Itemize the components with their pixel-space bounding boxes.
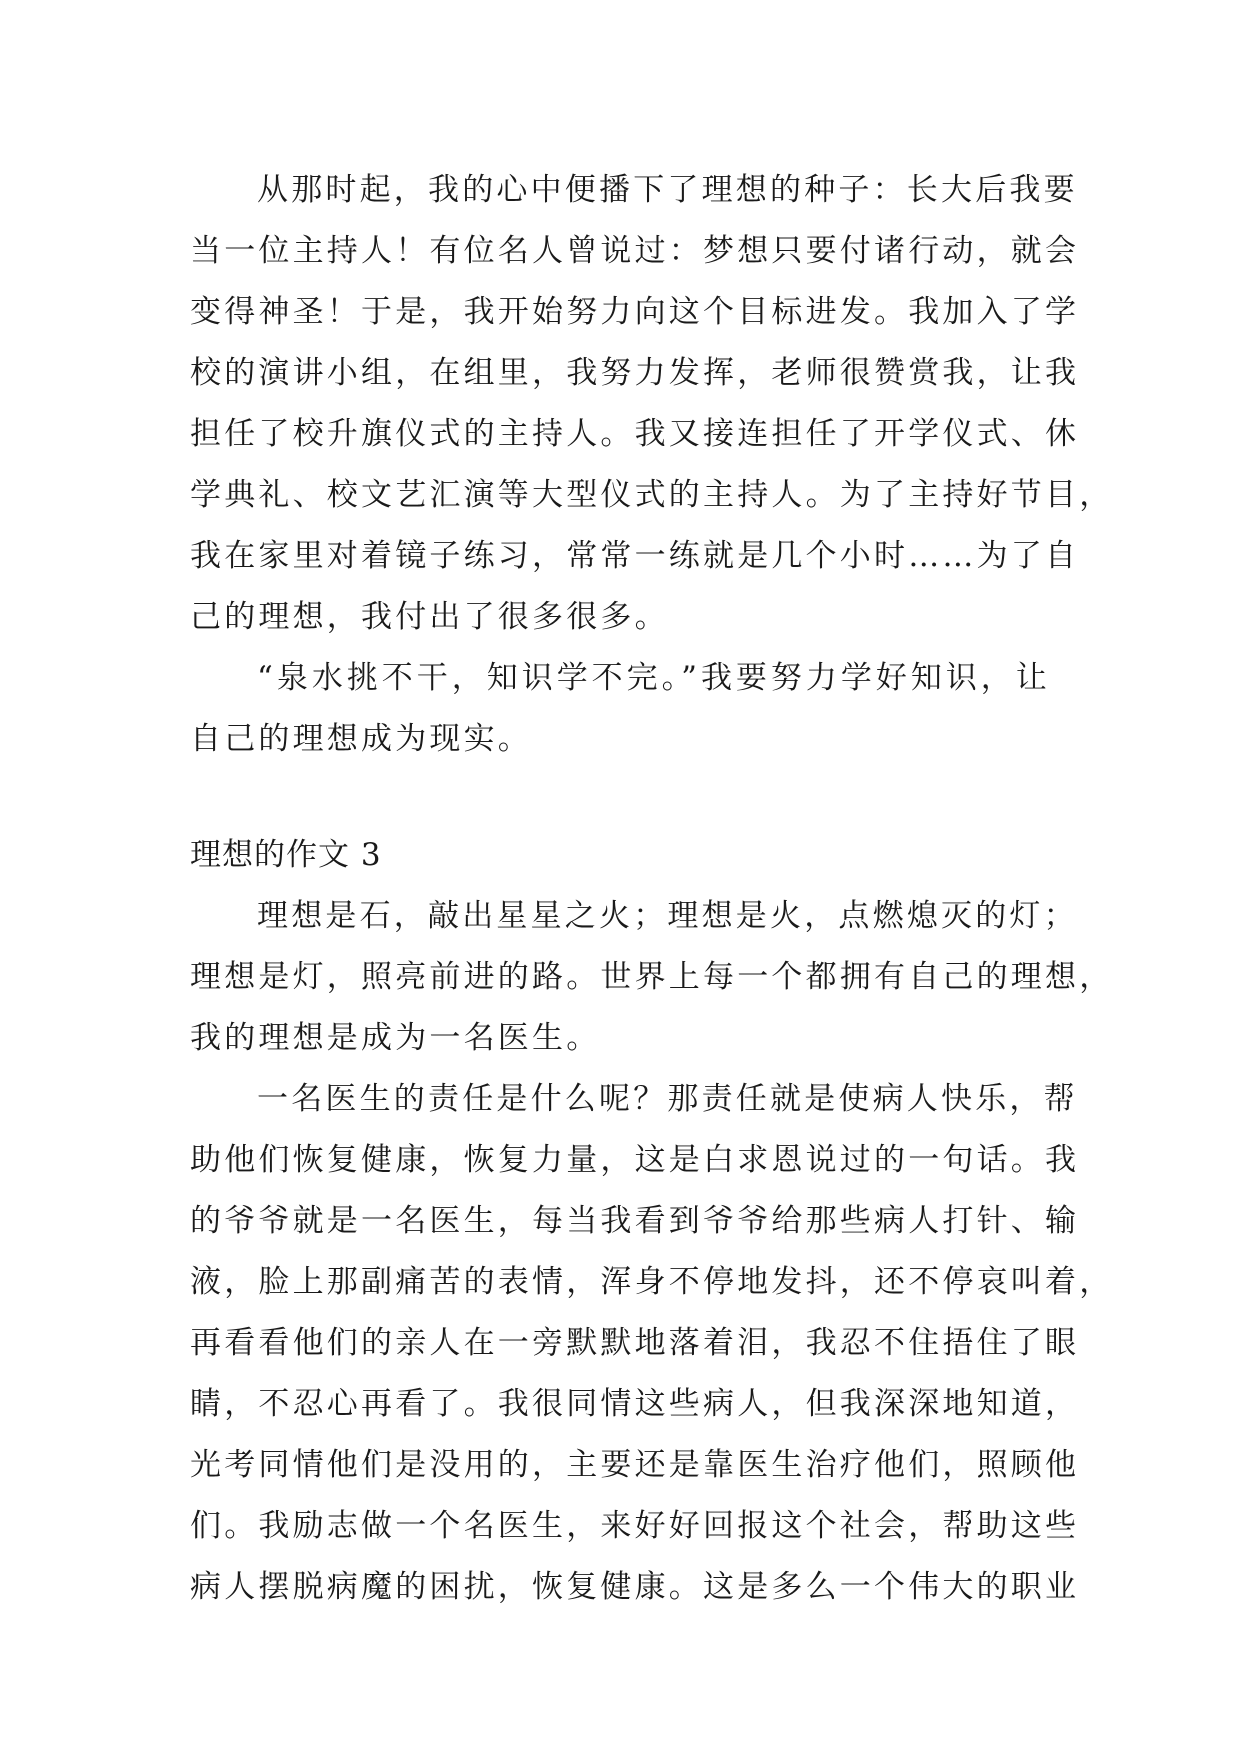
text-line: 睛，不忍心再看了。我很同情这些病人，但我深深地知道， bbox=[190, 1386, 1080, 1422]
text-line: 光考同情他们是没用的，主要还是靠医生治疗他们，照顾他 bbox=[190, 1447, 1080, 1483]
text-line: 我的理想是成为一名医生。 bbox=[190, 1020, 601, 1056]
paragraph bbox=[190, 886, 1114, 1069]
text-line: 我在家里对着镜子练习，常常一练就是几个小时……为了自 bbox=[190, 538, 1080, 574]
paragraph bbox=[190, 160, 1114, 648]
text-line: “泉水挑不干，知识学不完。”我要努力学好知识，让 bbox=[257, 660, 1050, 696]
text-line: 病人摆脱病魔的困扰，恢复健康。这是多么一个伟大的职业 bbox=[190, 1569, 1080, 1605]
paragraph bbox=[190, 1069, 1114, 1618]
text-line: 学典礼、校文艺汇演等大型仪式的主持人。为了主持好节目， bbox=[190, 477, 1114, 513]
text-line: 理想是灯，照亮前进的路。世界上每一个都拥有自己的理想， bbox=[190, 959, 1114, 995]
text-line: 担任了校升旗仪式的主持人。我又接连担任了开学仪式、休 bbox=[190, 416, 1080, 452]
text-line: 再看看他们的亲人在一旁默默地落着泪，我忍不住捂住了眼 bbox=[190, 1325, 1080, 1361]
text-line: 的爷爷就是一名医生，每当我看到爷爷给那些病人打针、输 bbox=[190, 1203, 1080, 1239]
text-line: 校的演讲小组，在组里，我努力发挥，老师很赞赏我，让我 bbox=[190, 355, 1080, 391]
text-line: 当一位主持人！有位名人曾说过：梦想只要付诸行动，就会 bbox=[190, 233, 1080, 269]
document-body bbox=[190, 160, 1114, 1618]
section-heading: 理想的作文 3 bbox=[190, 837, 382, 873]
text-line: 自己的理想成为现实。 bbox=[190, 721, 532, 757]
paragraph bbox=[190, 648, 1050, 770]
text-line: 变得神圣！于是，我开始努力向这个目标进发。我加入了学 bbox=[190, 294, 1080, 330]
text-line: 们。我励志做一个名医生，来好好回报这个社会，帮助这些 bbox=[190, 1508, 1080, 1544]
text-line: 助他们恢复健康，恢复力量，这是白求恩说过的一句话。我 bbox=[190, 1142, 1080, 1178]
text-line: 己的理想，我付出了很多很多。 bbox=[190, 599, 669, 635]
text-line: 理想是石，敲出星星之火；理想是火，点燃熄灭的灯； bbox=[257, 898, 1078, 934]
text-line: 液，脸上那副痛苦的表情，浑身不停地发抖，还不停哀叫着， bbox=[190, 1264, 1114, 1300]
text-line: 一名医生的责任是什么呢？那责任就是使病人快乐，帮 bbox=[257, 1081, 1078, 1117]
text-line: 从那时起，我的心中便播下了理想的种子：长大后我要 bbox=[257, 172, 1078, 208]
